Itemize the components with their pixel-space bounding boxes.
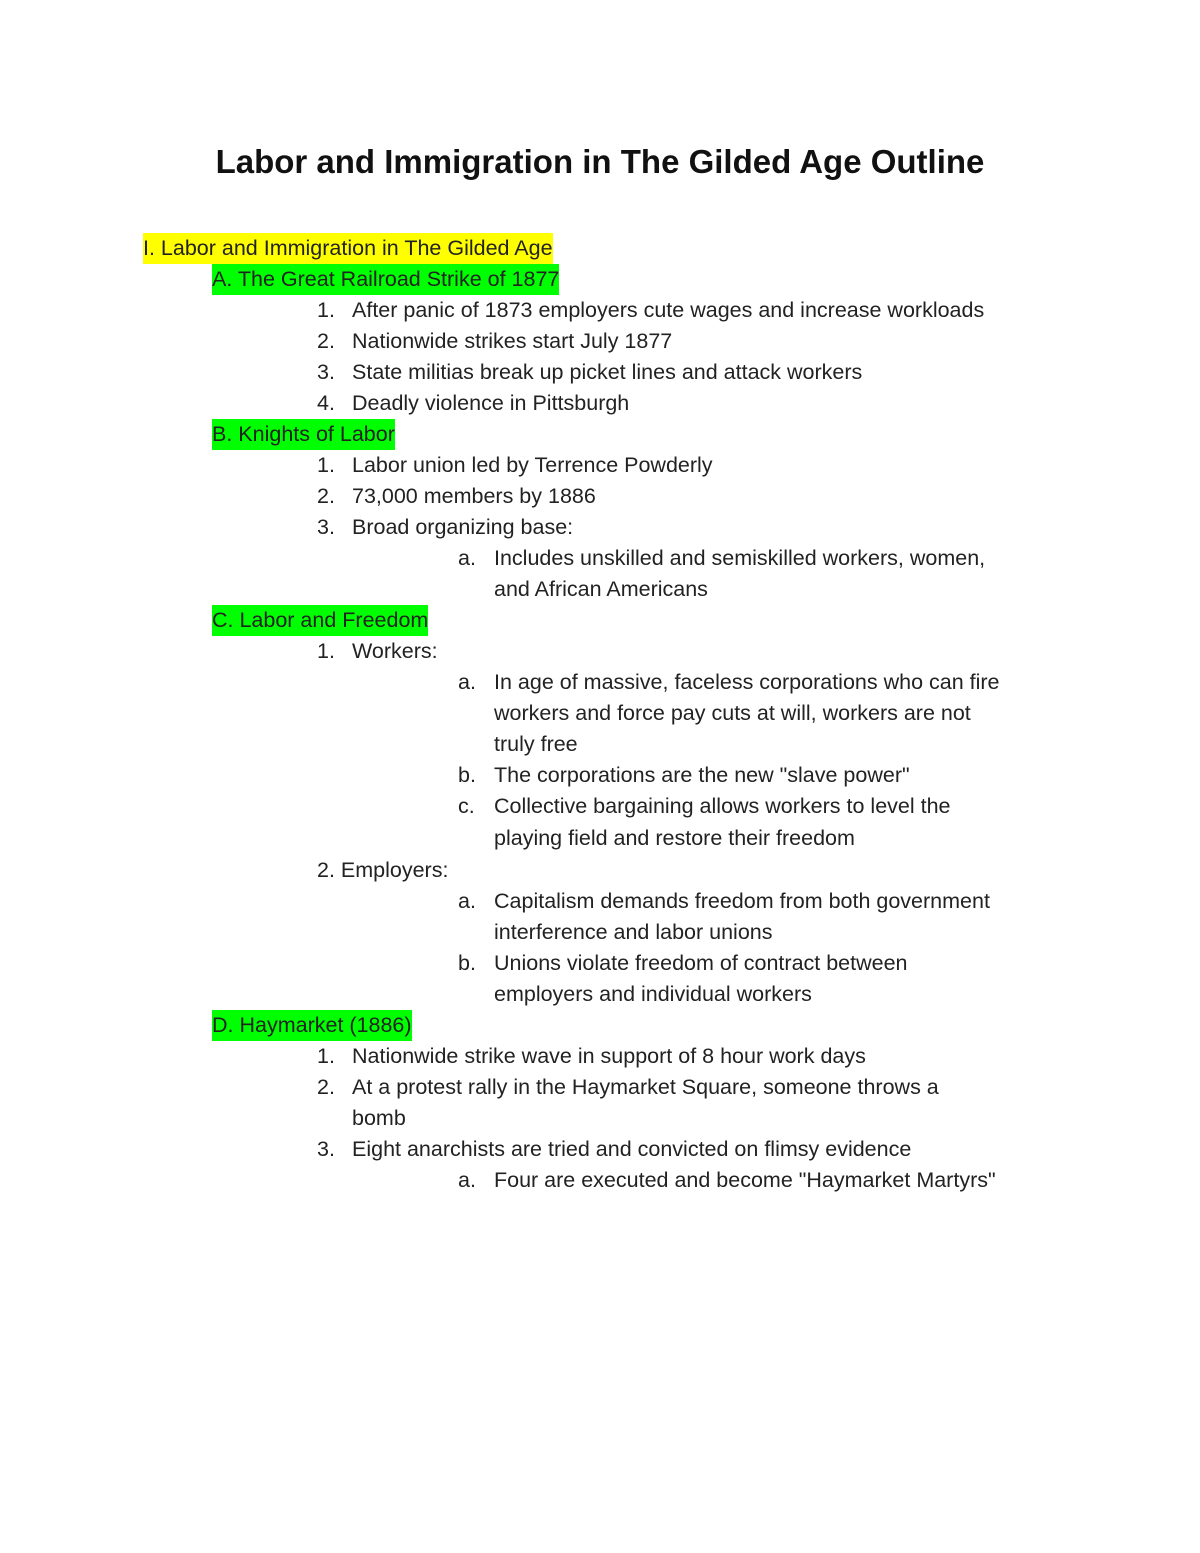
sublist-item-line: employers and individual workers	[494, 982, 812, 1006]
sublist-marker: b.	[458, 763, 476, 787]
section-d-heading: D. Haymarket (1886)	[212, 1010, 412, 1041]
sublist-item-line: The corporations are the new "slave power"	[494, 763, 910, 787]
sublist-item-line: Capitalism demands freedom from both government	[494, 889, 990, 913]
list-marker: 2.	[317, 484, 335, 508]
list-item: Nationwide strike wave in support of 8 hour work days	[352, 1044, 866, 1068]
list-item: Workers:	[352, 639, 438, 663]
sublist-item-line: and African Americans	[494, 577, 708, 601]
list-item: State militias break up picket lines and attack workers	[352, 360, 863, 384]
list-item: Nationwide strikes start July 1877	[352, 329, 673, 353]
section-c-heading: C. Labor and Freedom	[212, 605, 428, 636]
sublist-marker: a.	[458, 670, 476, 694]
list-item: Labor union led by Terrence Powderly	[352, 453, 713, 477]
list-item: After panic of 1873 employers cute wages and increase workloads	[352, 298, 985, 322]
list-marker: 3.	[317, 1137, 335, 1161]
section-b-heading: B. Knights of Labor	[212, 419, 395, 450]
sublist-item-line: Unions violate freedom of contract between	[494, 951, 908, 975]
list-marker: 4.	[317, 391, 335, 415]
sublist-marker: a.	[458, 1168, 476, 1192]
list-marker: 3.	[317, 360, 335, 384]
sublist-item-line: Four are executed and become "Haymarket Martyrs"	[494, 1168, 996, 1192]
section-a-heading: A. The Great Railroad Strike of 1877	[212, 264, 559, 295]
section-i-heading: I. Labor and Immigration in The Gilded Age	[143, 233, 553, 264]
sublist-marker: b.	[458, 951, 476, 975]
sublist-item-line: interference and labor unions	[494, 920, 773, 944]
list-marker: 1.	[317, 453, 335, 477]
list-item: Eight anarchists are tried and convicted on flimsy evidence	[352, 1137, 912, 1161]
sublist-item-line: Collective bargaining allows workers to level the	[494, 794, 951, 818]
list-marker: 1.	[317, 1044, 335, 1068]
document-title: Labor and Immigration in The Gilded Age Outline	[215, 143, 985, 180]
list-item: Deadly violence in Pittsburgh	[352, 391, 630, 415]
sublist-item-line: workers and force pay cuts at will, workers are not	[494, 701, 971, 725]
list-item: At a protest rally in the Haymarket Square, someone throws a	[352, 1075, 939, 1099]
sublist-item-line: In age of massive, faceless corporations who can fire	[494, 670, 1000, 694]
sublist-item-line: playing field and restore their freedom	[494, 826, 855, 850]
sublist-marker: c.	[458, 794, 475, 818]
list-marker: 1.	[317, 639, 335, 663]
sublist-marker: a.	[458, 889, 476, 913]
sublist-item-line: truly free	[494, 732, 578, 756]
sublist-marker: a.	[458, 546, 476, 570]
list-item: bomb	[352, 1106, 406, 1130]
list-item: 2. Employers:	[317, 858, 449, 882]
list-marker: 2.	[317, 1075, 335, 1099]
sublist-item-line: Includes unskilled and semiskilled workers, women,	[494, 546, 986, 570]
list-marker: 1.	[317, 298, 335, 322]
list-marker: 2.	[317, 329, 335, 353]
list-item: Broad organizing base:	[352, 515, 574, 539]
list-item: 73,000 members by 1886	[352, 484, 596, 508]
list-marker: 3.	[317, 515, 335, 539]
